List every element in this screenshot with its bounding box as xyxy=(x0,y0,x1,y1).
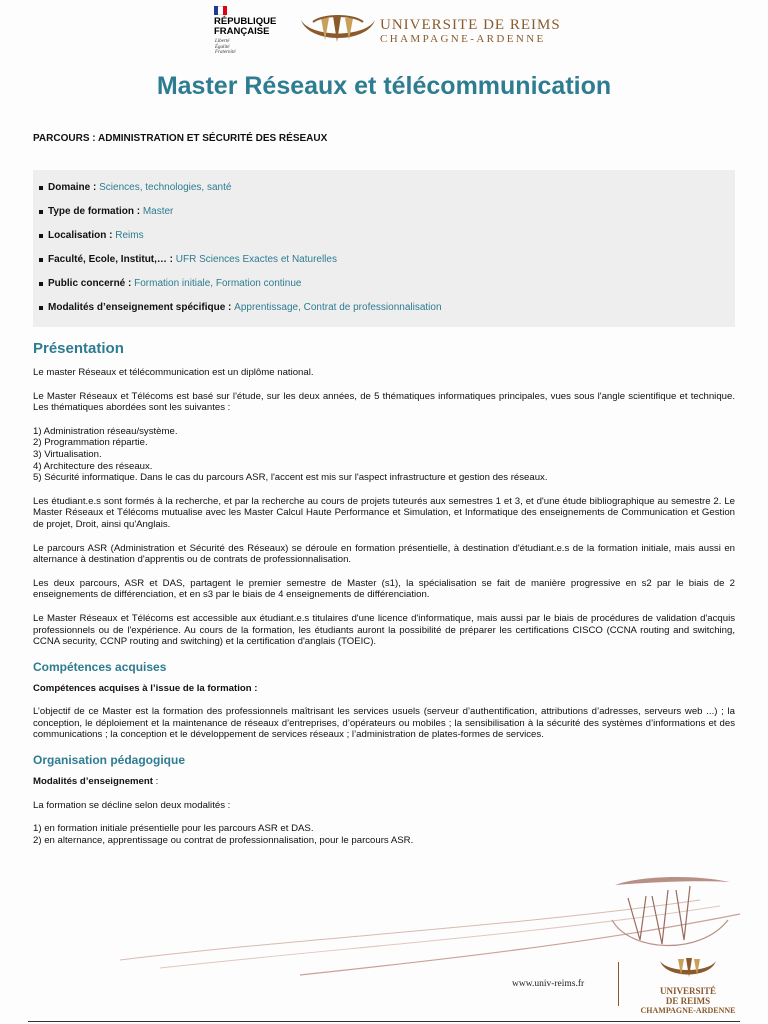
info-item-public xyxy=(39,278,735,302)
list-item: 1) en formation initiale présentielle pour les parcours ASR et DAS. xyxy=(33,823,314,835)
info-link[interactable]: Formation initiale, Formation continue xyxy=(134,278,302,289)
university-name: UNIVERSITE DE REIMS CHAMPAGNE-ARDENNE xyxy=(380,17,561,45)
footer-divider xyxy=(618,962,619,1006)
rf-title: RÉPUBLIQUE FRANÇAISE xyxy=(214,16,277,37)
info-list xyxy=(33,170,735,326)
page-header xyxy=(0,0,768,60)
info-label: Localisation : xyxy=(48,230,116,241)
info-item-localisation xyxy=(39,230,735,254)
info-label: Public concerné : xyxy=(48,278,135,289)
subheading xyxy=(33,776,735,788)
rf-motto: Liberté Égalité Fraternité xyxy=(215,39,236,55)
info-box xyxy=(33,170,735,327)
list-item: 2) Programmation répartie. xyxy=(33,437,148,449)
list-item: 1) Administration réseau/système. xyxy=(33,425,178,437)
university-emblem-icon xyxy=(658,955,718,981)
footer-logo-line: CHAMPAGNE-ARDENNE xyxy=(640,1006,736,1015)
list-item: 4) Architecture des réseaux. xyxy=(33,460,153,472)
info-link[interactable]: Sciences, technologies, santé xyxy=(99,182,232,193)
section-heading-presentation: Présentation xyxy=(33,340,124,357)
paragraph: Le Master Réseaux et Télécoms est accessible aux étudiant.e.s titulaires d'une licence d'informatique, mais aussi par le biais de procédures de validation d'acquis professionnels ou de l'expérience. Au cours de la formation, les étudiants auront la possibilité de préparer les certifications CISCO (CCNA routing and switching, CCNA security, CCNP routing and switching) et la certification d'anglais (TOEIC). xyxy=(33,612,735,648)
footer-university-logo xyxy=(640,955,736,1015)
paragraph: Les étudiant.e.s sont formés à la recherche, et par la recherche au cours de projets tuteurés aux semestres 1 et 3, et d'une étude bibliographique au semestre 2. Le Master Réseaux et Télécoms mutualise avec les Master Calcul Haute Performance et Simulation, et Informatique des enseignements de Communication et Gestion de projet, Droit, ainsi qu'Anglais. xyxy=(33,495,735,530)
section-heading-competences: Compétences acquises xyxy=(33,659,167,674)
page-title: Master Réseaux et télécommunication xyxy=(156,72,612,100)
subheading-label: Modalités d’enseignement xyxy=(33,776,153,788)
info-label: Domaine : xyxy=(48,182,100,193)
list-item: 2) en alternance, apprentissage ou contrat de professionnalisation, pour le parcours ASR. xyxy=(33,834,414,846)
info-label: Type de formation : xyxy=(48,206,143,217)
main-content xyxy=(33,340,735,858)
info-link[interactable]: Master xyxy=(142,206,174,217)
paragraph: L’objectif de ce Master est la formation des professionnels maîtrisant les services usuels (serveur d’authentification, attributions d’adresses, serveurs web ...) ; la conception, le déploiement et la maintenance de réseaux d’entreprises, d’opérateurs ou mobiles ; la sensibilisation à la sécurité des systèmes d’informations et des communications ; la conception et le développement de services réseaux ; l’administration de plates-formes de services. xyxy=(33,706,735,741)
footer-logo-line: DE REIMS xyxy=(665,996,711,1006)
list-item: 3) Virtualisation. xyxy=(33,448,102,460)
modalites-list xyxy=(33,823,735,846)
republique-francaise-logo xyxy=(214,6,284,56)
parcours-heading: PARCOURS : ADMINISTRATION ET SÉCURITÉ DES RÉSEAUX xyxy=(33,133,328,144)
info-link[interactable]: UFR Sciences Exactes et Naturelles xyxy=(175,254,337,265)
list-item: 5) Sécurité informatique. Dans le cas du parcours ASR, l'accent est mis sur l'aspect infrastructure et gestion des réseaux. xyxy=(33,472,548,484)
info-label: Faculté, Ecole, Institut,… : xyxy=(48,254,176,265)
subheading-colon: : xyxy=(152,776,159,788)
info-item-domaine xyxy=(39,182,735,206)
info-link[interactable]: Reims xyxy=(115,230,144,241)
footer-logo-line: UNIVERSITÉ xyxy=(659,986,717,996)
paragraph: Le Master Réseaux et Télécoms est basé sur l'étude, sur les deux années, de 5 thématiques informatiques principales, vues sous l'angle scientifique et technique. Les thématiques abordées sont les suivantes : xyxy=(33,390,735,414)
info-item-faculte xyxy=(39,254,735,278)
paragraph: Le parcours ASR (Administration et Sécurité des Réseaux) se déroule en formation présentielle, à destination d'étudiant.e.s de la formation initiale, mais aussi en alternance à destination d'apprentis ou de contrats de professionnalisation. xyxy=(33,542,735,566)
section-heading-organisation: Organisation pédagogique xyxy=(33,753,186,768)
university-emblem-icon xyxy=(299,10,377,50)
paragraph: Le master Réseaux et télécommunication est un diplôme national. xyxy=(33,367,314,378)
paragraph: La formation se décline selon deux modalités : xyxy=(33,799,231,811)
info-link[interactable]: Apprentissage, Contrat de professionnalisation xyxy=(234,302,442,313)
subheading: Compétences acquises à l’issue de la formation : xyxy=(33,682,258,694)
french-flag-icon xyxy=(214,6,227,15)
info-item-type xyxy=(39,206,735,230)
info-item-modalites xyxy=(39,302,735,326)
thematiques-list xyxy=(33,426,735,484)
paragraph: Les deux parcours, ASR et DAS, partagent le premier semestre de Master (s1), la spécialisation se fait de manière progressive en s2 par le biais de 2 enseignements de différenciation, et en s3 par le biais de 4 enseignements de différenciation. xyxy=(33,577,735,601)
info-label: Modalités d’enseignement spécifique : xyxy=(48,302,235,313)
bottom-rule xyxy=(28,1021,740,1022)
footer-url[interactable]: www.univ-reims.fr xyxy=(512,979,585,989)
